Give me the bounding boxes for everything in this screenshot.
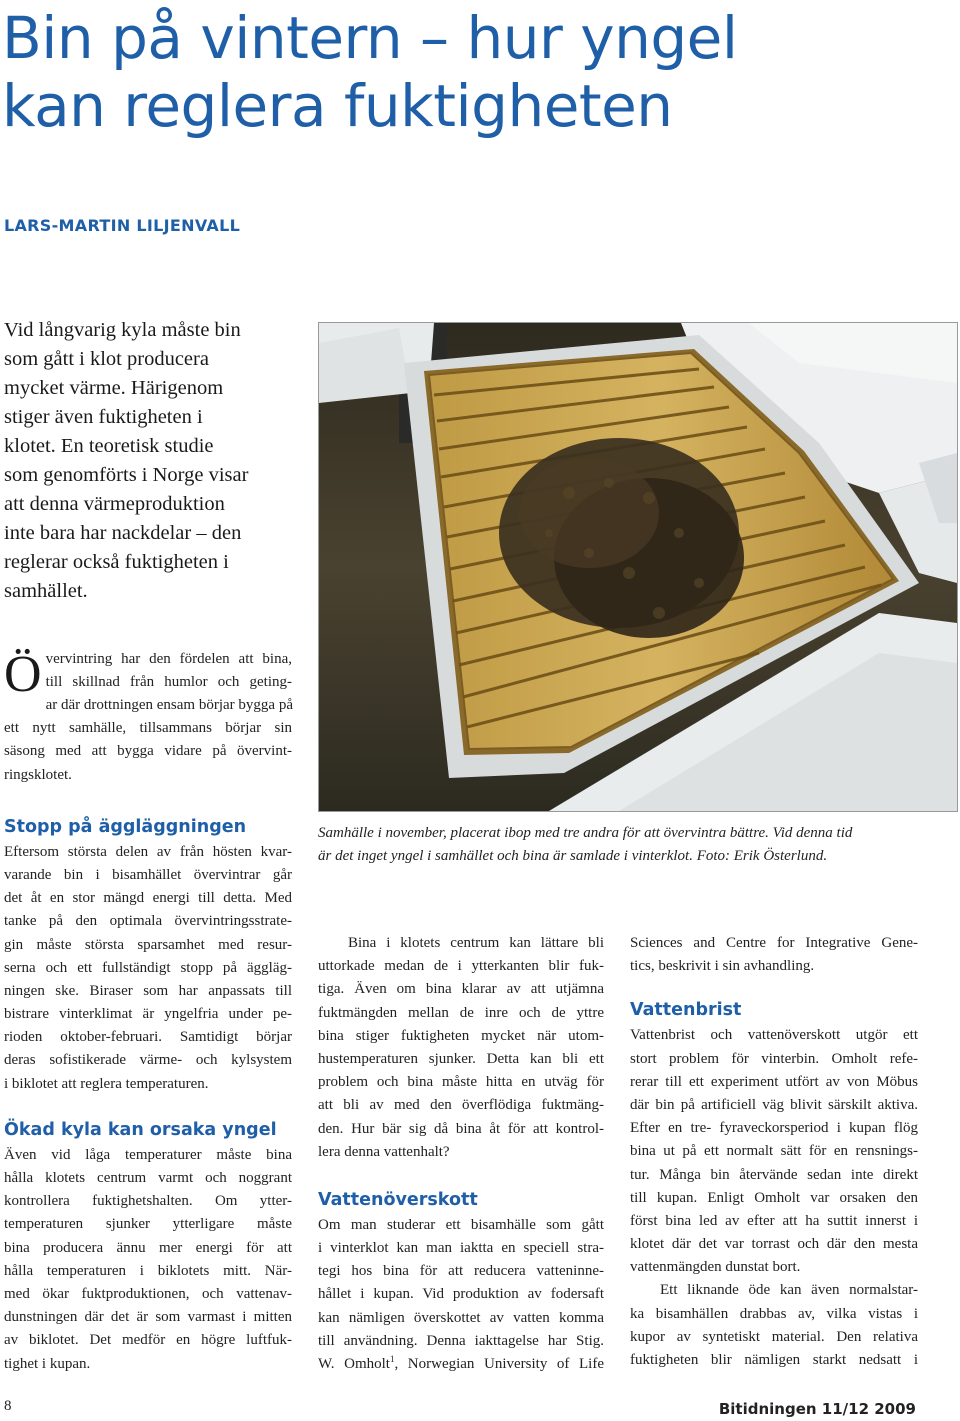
- text-line: serna och ett fullständigt stopp på äggläg-: [4, 959, 292, 976]
- text-line: Efter en tre- fyraveckorsperiod i kupan flög: [630, 1120, 918, 1137]
- text-line: tanke på den optimala övervintringsstrate-: [4, 913, 292, 930]
- text-line: tiga. Även om bina klarar av att utjämna: [318, 981, 604, 998]
- text-line: gin måste största sparsamhet med resur-: [4, 936, 292, 953]
- text-line: stort problem för vinterbin. Omholt refe-: [630, 1050, 918, 1067]
- text-line: där bin på artificiell väg blivit särskilt aktiva.: [630, 1096, 918, 1113]
- text-line: tegi hos bina för att reducera vatteninne-: [318, 1263, 604, 1280]
- photo-caption: [318, 822, 918, 868]
- text-line: deras sofistikerade värme- och kylsystem: [4, 1052, 292, 1069]
- drop-cap: Ö: [4, 646, 42, 703]
- text-line: i vinterklot kan man iaktta en speciell stra-: [318, 1240, 604, 1257]
- text-line: till användning. Denna iakttagelse har Stig.: [318, 1332, 604, 1349]
- text-line: först bina led av efter att ha suttit innerst i: [630, 1212, 918, 1229]
- title-line-2: kan reglera fuktigheten: [2, 72, 673, 140]
- lead-line: att denna värmeproduktion: [4, 493, 225, 515]
- text-line: tur. Många bin återvände sedan inte direkt: [630, 1166, 918, 1183]
- intro-paragraph: [4, 646, 292, 703]
- caption-line: Samhälle i november, placerat ibop med tre andra för att övervintra bättre. Vid denna tid: [318, 825, 853, 841]
- lead-line: samhället.: [4, 580, 88, 602]
- text-line: Ett liknande öde kan även normalstar-: [660, 1282, 918, 1299]
- author-byline: LARS-MARTIN LILJENVALL: [4, 216, 241, 235]
- lead-line: som gått i klot producera: [4, 348, 209, 370]
- text-line: ett nytt samhälle, tillsammans börjar sin: [4, 720, 292, 737]
- text-line: av biklotet. Det medför en högre luftfuk-: [4, 1332, 292, 1349]
- text-line: att bli av med den överflödiga fuktmäng-: [318, 1097, 604, 1114]
- text-line: lera denna vattenhalt?: [318, 1143, 450, 1160]
- beehive-illustration: [319, 323, 957, 811]
- section-heading: Stopp på äggläggningen: [4, 816, 247, 837]
- title-line-1: Bin på vintern – hur yngel: [2, 4, 738, 72]
- text-line: uttorkade medan de i ytterkanten blir fuk-: [318, 958, 604, 975]
- text-line: hustemperaturen sjunker. Detta kan bli ett: [318, 1050, 604, 1067]
- column-3: [630, 932, 918, 1372]
- text-line: till kupan. Enligt Omholt var orsaken den: [630, 1189, 918, 1206]
- column-1: [4, 648, 292, 1376]
- text-line: i biklotet att reglera temperaturen.: [4, 1075, 209, 1092]
- text-line: kontrollera fuktighetshalten. Om ytter-: [4, 1193, 292, 1210]
- text-line: ka bisamhällen drabbas av, vilka vistas i: [630, 1305, 918, 1322]
- text-line: Även vid låga temperaturer måste bina: [4, 1146, 292, 1163]
- text-line: hållet i kupan. Vid produktion av fodersaft: [318, 1286, 604, 1303]
- text-line: tighet i kupan.: [4, 1355, 91, 1372]
- text-line: problem och bina måste hitta en utväg för: [318, 1074, 604, 1091]
- text-line: Sciences and Centre for Integrative Gene-: [630, 935, 918, 951]
- text-line: hålla temperaturen i biklotets mitt. När-: [4, 1262, 292, 1279]
- text-line: [318, 1353, 604, 1376]
- text-line: Om man studerar ett bisamhälle som gått: [318, 1216, 604, 1233]
- caption-line: är det inget yngel i samhället och bina är samlade i vinterklot. Foto: Erik Österlund.: [318, 848, 828, 864]
- text-line: Bina i klotets centrum kan lättare bli: [348, 935, 604, 951]
- text-line: Eftersom största delen av från hösten kvar-: [4, 843, 292, 860]
- text-line: bina ut på ett normalt sätt för en rensnings-: [630, 1143, 918, 1160]
- text-line: rioden oktober-februari. Samtidigt börjar: [4, 1029, 292, 1046]
- text-line: vattenmängden dunstat bort.: [630, 1259, 801, 1276]
- lead-line: mycket värme. Härigenom: [4, 377, 224, 399]
- text-line: ar där drottningen ensam börjar bygga på: [45, 697, 293, 713]
- text-line: vervintring har den fördelen att bina,: [45, 651, 292, 667]
- section-heading: Ökad kyla kan orsaka yngel: [4, 1119, 277, 1140]
- text-line: klotet där det var torrast och där den mesta: [630, 1236, 918, 1253]
- text-line: kupor av syntetiskt material. Den relativa: [630, 1328, 918, 1345]
- text-line: hålla klotets centrum varmt och noggrant: [4, 1170, 292, 1186]
- text-line: fuktmängden mellan de inre och de yttre: [318, 1004, 604, 1021]
- article-title: [2, 4, 942, 140]
- section-heading: Vattenöverskott: [318, 1189, 478, 1210]
- text-fragment: W. Omholt: [318, 1356, 390, 1372]
- text-line: kan nämligen överskottet av vatten komma: [318, 1309, 604, 1326]
- text-fragment: , Norwegian University of Life: [394, 1356, 604, 1372]
- text-line: bina stiger fuktigheten mycket när utom-: [318, 1027, 604, 1044]
- text-line: säsong med att bygga vidare på övervint-: [4, 743, 292, 760]
- text-line: Vattenbrist och vattenöverskott utgör ett: [630, 1027, 918, 1044]
- text-line: temperaturen sjunker ytterligare måste: [4, 1216, 292, 1233]
- beehive-photo: [318, 322, 958, 812]
- text-line: ningen ske. Biraser som har anpassats till: [4, 982, 292, 999]
- lead-line: Vid långvarig kyla måste bin: [4, 319, 241, 341]
- page-number: 8: [4, 1398, 12, 1414]
- text-line: bina producera ännu mer energi för att: [4, 1239, 292, 1256]
- column-2: [318, 932, 604, 1376]
- text-line: ringsklotet.: [4, 766, 72, 783]
- text-line: rerar till ett experiment utfört av von Möbus: [630, 1073, 918, 1090]
- magazine-name: Bitidningen 11/12 2009: [718, 1400, 916, 1418]
- section-heading: Vattenbrist: [630, 1000, 742, 1021]
- text-line: dunstningen där det är som varmast i mitten: [4, 1309, 292, 1326]
- text-line: den. Hur bär sig då bina åt för att kontrol-: [318, 1120, 604, 1137]
- text-line: bistrare vinterklimat är yngelfria under pe-: [4, 1006, 292, 1023]
- lead-line: som genomförts i Norge visar: [4, 464, 249, 486]
- lead-line: reglerar också fuktigheten i: [4, 551, 229, 573]
- lead-line: inte bara har nackdelar – den: [4, 522, 242, 544]
- text-line: tics, beskrivit i sin avhandling.: [630, 958, 815, 975]
- lead-paragraph: [4, 316, 296, 606]
- text-line: varande bin i bisamhället övervintrar går: [4, 866, 292, 883]
- text-line: till skillnad från humlor och geting-: [45, 674, 292, 691]
- lead-line: stiger även fuktigheten i: [4, 406, 203, 428]
- text-line: det åt en stor mängd energi till detta. Med: [4, 890, 292, 907]
- lead-line: klotet. En teoretisk studie: [4, 435, 214, 457]
- footnote-marker: 1: [389, 1354, 395, 1364]
- text-line: med ökar fuktproduktionen, och vattenav-: [4, 1285, 292, 1302]
- text-line: fuktigheten blir nämligen starkt nedsatt i: [630, 1352, 918, 1368]
